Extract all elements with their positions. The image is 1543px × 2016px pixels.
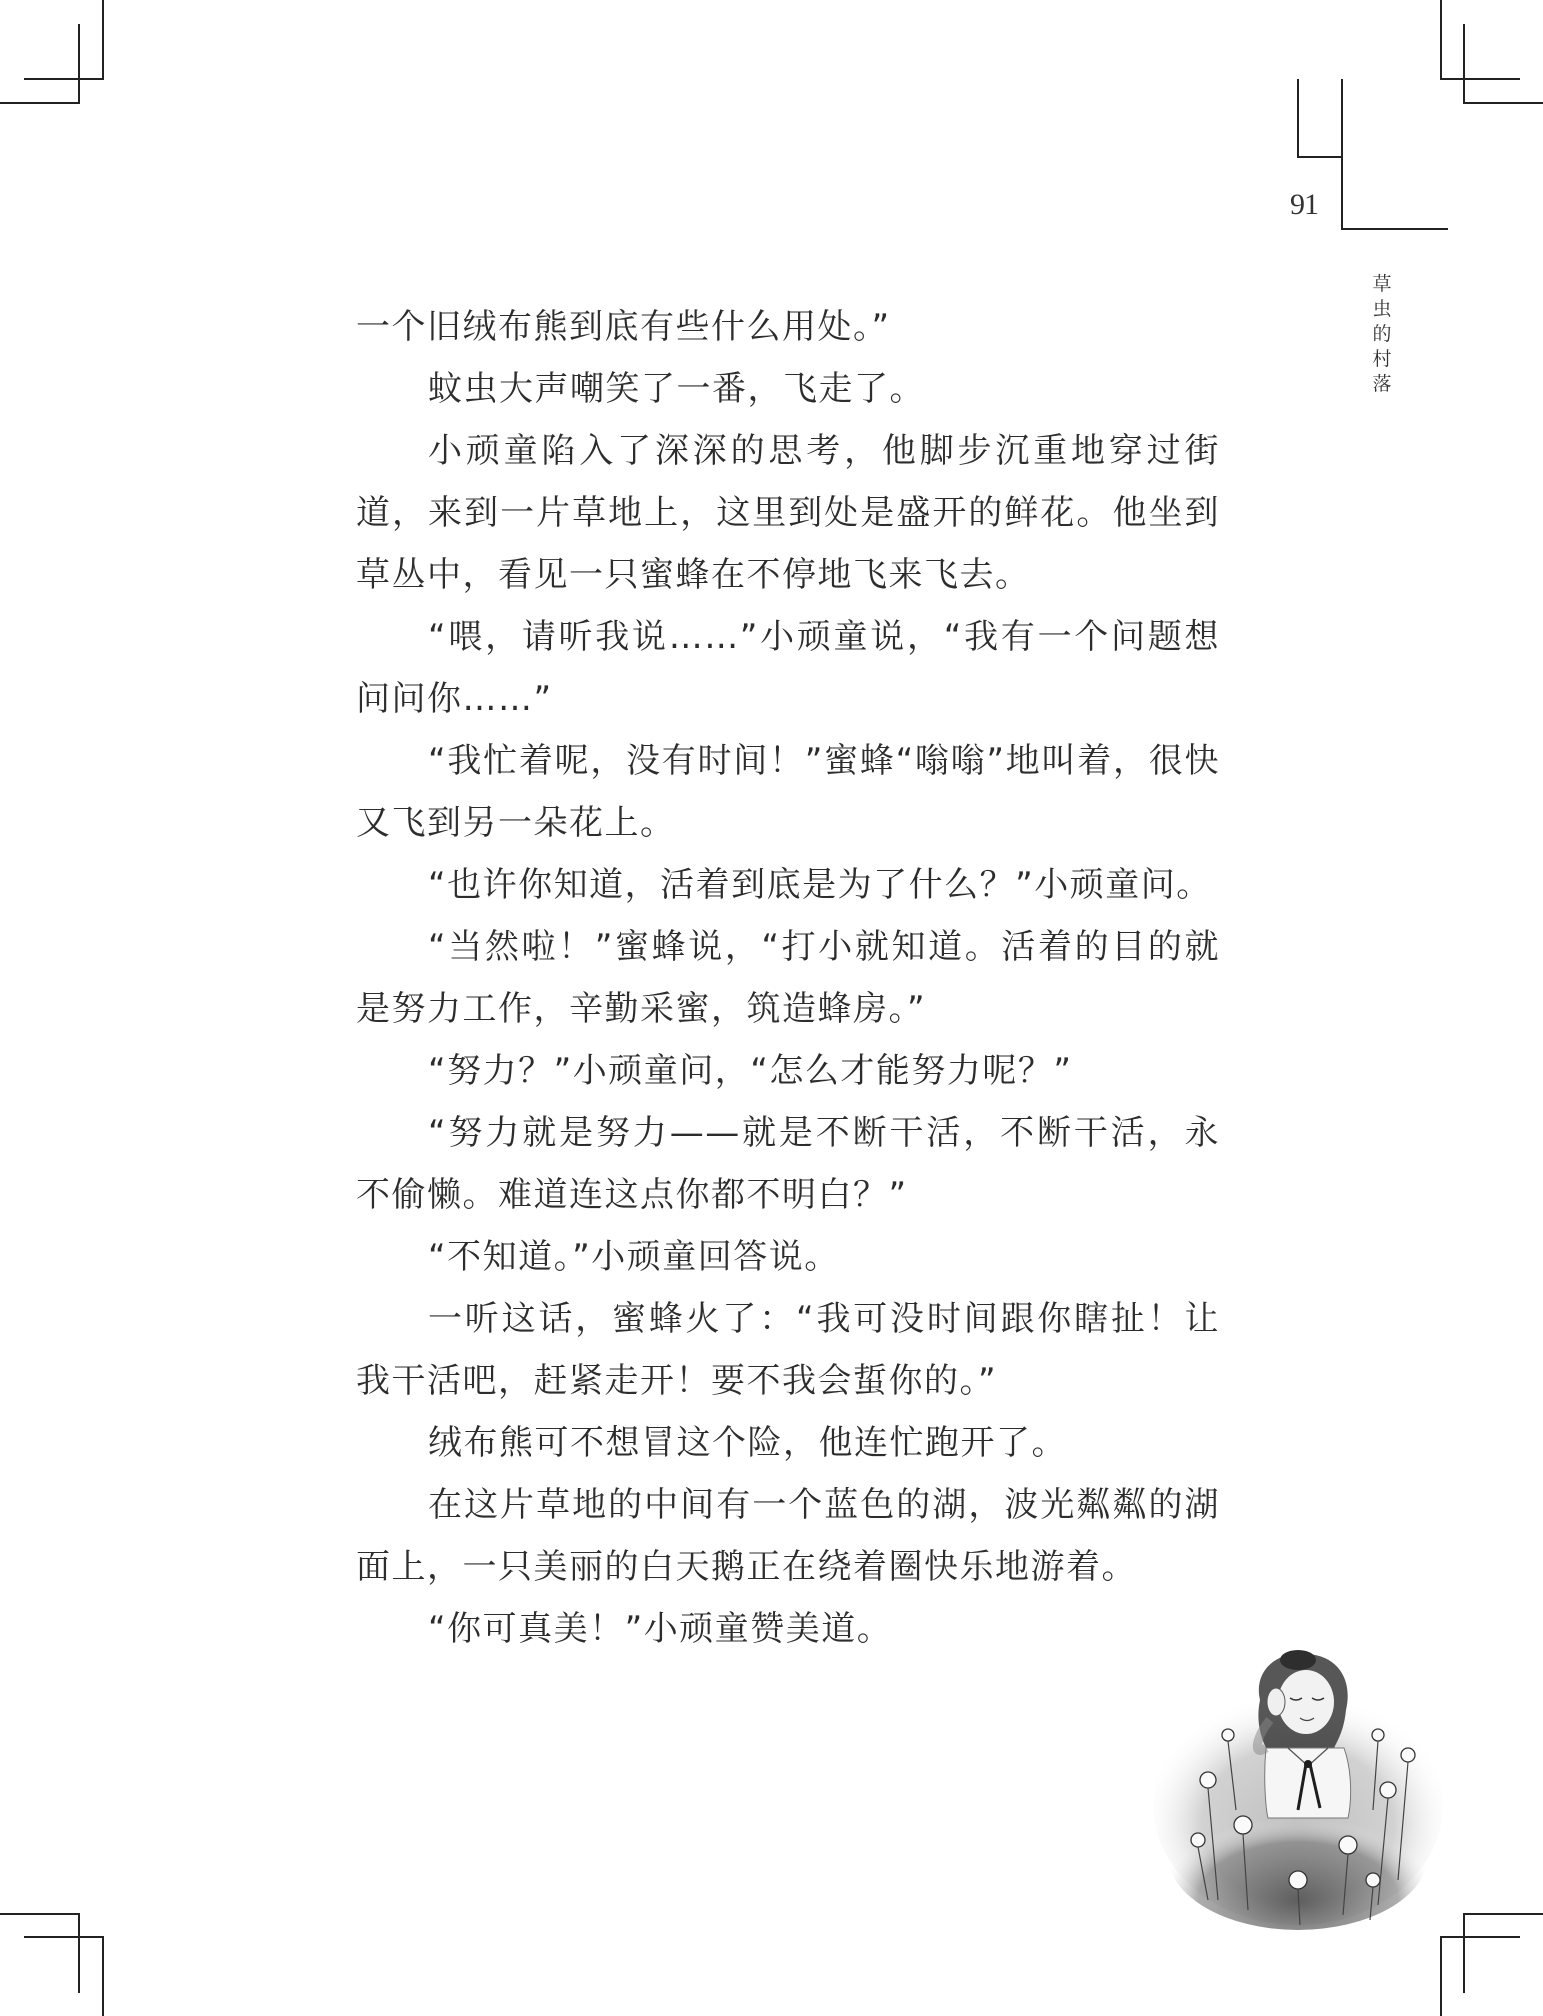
crop-mark-line	[0, 102, 80, 104]
crop-mark-line	[78, 1913, 80, 1993]
crop-mark-line	[78, 24, 80, 104]
body-text	[356, 296, 1220, 1660]
bracket-line	[1297, 79, 1299, 158]
running-title-char: 村	[1372, 348, 1392, 370]
crop-mark-line	[1463, 1913, 1465, 1993]
paragraph: 小顽童陷入了深深的思考，他脚步沉重地穿过街道，来到一片草地上，这里到处是盛开的鲜花。他坐到草丛中，看见一只蜜蜂在不停地飞来飞去。	[356, 431, 1220, 595]
paragraph: “也许你知道，活着到底是为了什么？”小顽童问。	[428, 865, 1212, 905]
running-title-char: 虫	[1372, 298, 1392, 320]
page-number: 91	[1290, 188, 1318, 221]
paragraph: “你可真美！”小顽童赞美道。	[428, 1609, 893, 1649]
crop-mark-line	[24, 78, 104, 80]
bracket-line	[1341, 79, 1343, 230]
crop-mark-line	[1440, 1936, 1520, 1938]
crop-mark-line	[1463, 24, 1465, 104]
running-title-char: 的	[1372, 323, 1392, 345]
paragraph: 一个旧绒布熊到底有些什么用处。”	[356, 307, 891, 347]
paragraph: “喂，请听我说……”小顽童说，“我有一个问题想问问你……”	[356, 617, 1220, 719]
bracket-line	[1341, 228, 1448, 230]
paragraph: “努力就是努力——就是不断干活，不断干活，永不偷懒。难道连这点你都不明白？”	[356, 1113, 1220, 1215]
crop-mark-line	[102, 1936, 104, 2016]
crop-mark-line	[1440, 78, 1520, 80]
bracket-line	[1297, 156, 1342, 158]
paragraph: 一听这话，蜜蜂火了：“我可没时间跟你瞎扯！让我干活吧，赶紧走开！要不我会蜇你的。”	[356, 1299, 1220, 1401]
paragraph: “不知道。”小顽童回答说。	[428, 1237, 840, 1277]
paragraph: “我忙着呢，没有时间！”蜜蜂“嗡嗡”地叫着，很快又飞到另一朵花上。	[356, 741, 1220, 843]
crop-mark-line	[0, 1913, 80, 1915]
paragraph: “当然啦！”蜜蜂说，“打小就知道。活着的目的就是努力工作，辛勤采蜜，筑造蜂房。”	[356, 927, 1220, 1029]
paragraph: “努力？”小顽童问，“怎么才能努力呢？”	[428, 1051, 1073, 1091]
crop-mark-line	[1463, 102, 1543, 104]
paragraph: 绒布熊可不想冒这个险，他连忙跑开了。	[428, 1423, 1067, 1463]
crop-mark-line	[1440, 1936, 1442, 2016]
illustration-girl-in-meadow	[1148, 1640, 1448, 1930]
paragraph: 在这片草地的中间有一个蓝色的湖，波光粼粼的湖面上，一只美丽的白天鹅正在绕着圈快乐地游着。	[356, 1485, 1220, 1587]
paragraph: 蚊虫大声嘲笑了一番，飞走了。	[428, 369, 925, 409]
crop-mark-line	[1463, 1913, 1543, 1915]
running-title-char: 草	[1372, 273, 1392, 295]
running-title-char: 落	[1372, 373, 1392, 395]
crop-mark-line	[24, 1936, 104, 1938]
crop-mark-line	[1440, 0, 1442, 79]
crop-mark-line	[102, 0, 104, 79]
running-title	[1370, 272, 1394, 397]
sketch-image	[1148, 1640, 1448, 1930]
